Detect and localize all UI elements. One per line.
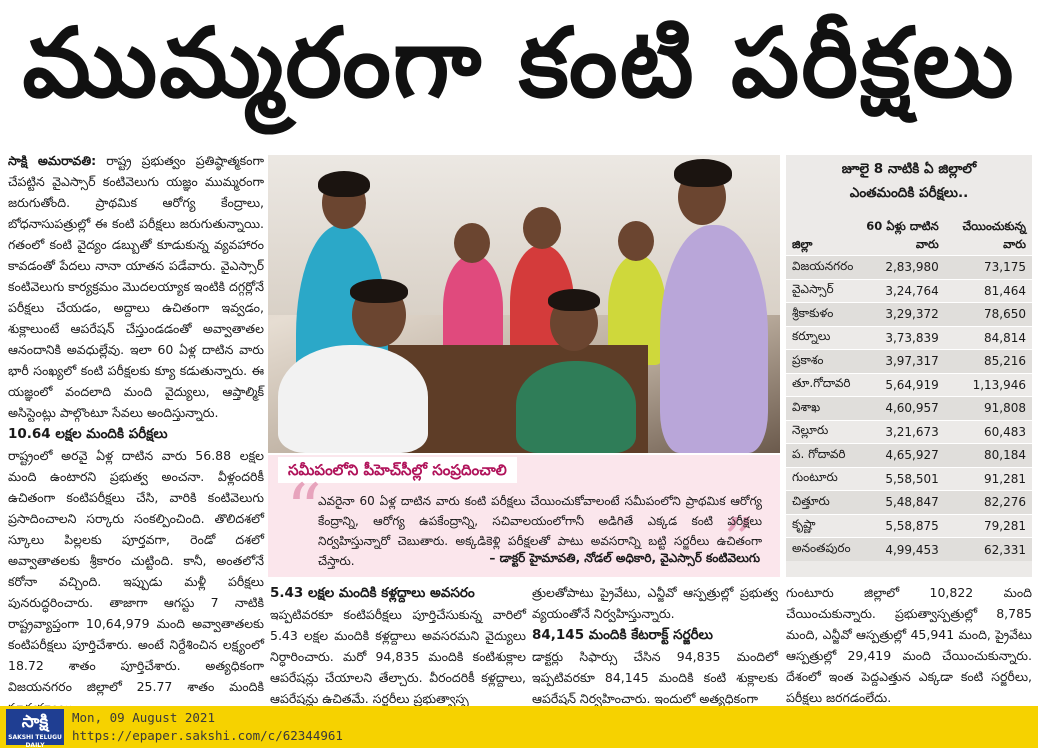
page-headline: ముమ్మరంగా కంటి పరీక్షలు	[22, 7, 1016, 119]
quote-mark-icon: ”	[723, 506, 754, 576]
above60-cell: 5,48,847	[859, 491, 944, 515]
article-column-right	[786, 582, 1032, 705]
quote-author: – డాక్టర్ హైమావతి, నోడల్ అధికారి, వైఎస్సార్ కంటివెలుగు	[489, 551, 760, 565]
table-row	[786, 514, 1032, 538]
examined-cell: 80,184	[945, 444, 1032, 468]
stats-title-line: జూలై 8 నాటికి ఏ జిల్లాలో	[841, 161, 977, 177]
column-header: జిల్లా	[792, 237, 813, 251]
article-column-mid2	[532, 582, 778, 706]
subheading: 84,145 మందికి కేటరాక్ట్ సర్జరీలు	[532, 627, 713, 643]
table-row	[786, 397, 1032, 421]
district-cell: కర్నూలు	[786, 326, 859, 350]
photo-figure	[523, 207, 561, 249]
table-row	[786, 420, 1032, 444]
photo-figure	[350, 279, 408, 303]
above60-cell: 4,99,453	[859, 538, 944, 562]
logo-subtitle: SAKSHI TELUGU DAILY	[8, 734, 62, 749]
photo-figure	[278, 345, 428, 453]
column-header: 60 ఏళ్లు దాటిన వారు	[866, 219, 939, 251]
table-row	[786, 467, 1032, 491]
table-row	[786, 373, 1032, 397]
photo-figure	[318, 171, 370, 197]
district-cell: తూ.గోదావరి	[786, 373, 859, 397]
district-stats-box	[786, 155, 1032, 577]
epaper-link[interactable]: https://epaper.sakshi.com/c/62344961	[72, 728, 343, 743]
examined-cell: 60,483	[945, 420, 1032, 444]
above60-cell: 3,24,764	[859, 279, 944, 303]
article-paragraph	[8, 150, 264, 423]
examined-cell: 73,175	[945, 256, 1032, 280]
article-column-mid	[270, 582, 526, 706]
photo-figure	[516, 361, 636, 453]
above60-cell: 3,97,317	[859, 350, 944, 374]
examined-cell: 91,808	[945, 397, 1032, 421]
stats-title	[786, 155, 1032, 205]
quote-box	[268, 455, 780, 577]
district-cell: నెల్లూరు	[786, 420, 859, 444]
examined-cell: 81,464	[945, 279, 1032, 303]
above60-cell: 5,58,501	[859, 467, 944, 491]
above60-cell: 2,83,980	[859, 256, 944, 280]
examined-cell: 91,281	[945, 467, 1032, 491]
above60-cell: 4,65,927	[859, 444, 944, 468]
article-text: రాష్ట్రంలో అరవై ఏళ్ల దాటిన వారు 56.88 లక్షల మంది ఉంటారని ప్రభుత్వ అంచనా. వీళ్లందరికీ ఉచితంగా కంటిపరీక్షలు చేసి, వారికి కంటివెలుగు ప్రసాదించాలని సర్కారు సంకల్పించింది. తొలిదశలో స్కూలు పిల్లలకు పూర్తవగా, రెండో దశలో అవ్వాతాతలకు శ్రీకారం చుట్టింది. కానీ, అంతలోనే కరోనా వచ్చింది. ఇప్పుడు మళ్లీ పరీక్షలు పునరుద్ధరించారు. తాజాగా ఆగస్టు 7 నాటికి రాష్ట్రవ్యాప్తంగా 10,64,979 మంది అవ్వాతాతలకు కంటిపరీక్షలు పూర్తిచేశారు. అంటే నిర్దేశించిన లక్ష్యంలో 18.72 శాతం పూర్తిచేశారు. అత్యధికంగా విజయనగరం జిల్లాలో 25.77 శాతం మందికి	[8, 448, 264, 694]
article-text: డాక్టర్లు సిఫార్సు చేసిన 94,835 మందిలో ఇప్పటివరకూ 84,145 మందికి కంటి శుక్లాలకు ఆపరేషన్ నిర్వహించారు. ఇందులో అత్యధికంగా	[532, 649, 778, 706]
subheading: 5.43 లక్షల మందికి కళ్లద్దాలు అవసరం	[270, 585, 475, 601]
photo-figure	[618, 221, 654, 261]
table-body	[786, 256, 1032, 562]
photo-figure	[674, 159, 732, 187]
district-cell: విజయనగరం	[786, 256, 859, 280]
photo-figure	[548, 289, 600, 311]
dateline: సాక్షి అమరావతి:	[8, 153, 97, 168]
article-text: రాష్ట్ర ప్రభుత్వం ప్రతిష్ఠాత్మకంగా చేపట్టిన వైఎస్సార్ కంటివెలుగు యజ్ఞం ముమ్మరంగా జరుగుతోంది. ప్రాథమిక ఆరోగ్య కేంద్రాలు, బోధనాసుపత్రుల్లో ఈ కంటి పరీక్షలు జరుగుతున్నాయి. గతంలో కంటి వైద్యం డబ్బుతో కూడుకున్న వ్యవహారం కావడంతో పేదలు నానా యాతన పడేవారు. వైఎస్సార్ కంటివెలుగు కార్యక్రమం మొదలయ్యాక ఇంటికి దగ్గర్లోనే పరీక్షలు చేయడం, అద్దాలు ఉచితంగా ఇవ్వడం, శుక్లాలుంటే ఆపరేషన్ చేస్తుండడంతో అవ్వాతాతల ఆనందానికి అవధుల్లేవు. ఇలా 60 ఏళ్ల దాటిన వారు భారీ సంఖ్యలో కంటి పరీక్షలకు క్యూ కడుతున్నారు. ఈ యజ్ఞంలో వందలాది మంది వైద్యులు, ఆప్తాల్మిక్ అసిస్టెంట్లు పాల్గొంటూ సేవలు అందిస్తున్నారు.	[8, 153, 264, 420]
examined-cell: 1,13,946	[945, 373, 1032, 397]
examined-cell: 62,331	[945, 538, 1032, 562]
sakshi-logo[interactable]	[6, 709, 64, 749]
table-row	[786, 303, 1032, 327]
above60-cell: 5,58,875	[859, 514, 944, 538]
above60-cell: 5,64,919	[859, 373, 944, 397]
district-cell: గుంటూరు	[786, 467, 859, 491]
table-row	[786, 538, 1032, 562]
table-header-row	[786, 215, 1032, 256]
examined-cell: 85,216	[945, 350, 1032, 374]
district-cell: అనంతపురం	[786, 538, 859, 562]
above60-cell: 4,60,957	[859, 397, 944, 421]
district-cell: చిత్తూరు	[786, 491, 859, 515]
district-cell: శ్రీకాకుళం	[786, 303, 859, 327]
examined-cell: 82,276	[945, 491, 1032, 515]
stats-title-line: ఎంతమందికి పరీక్షలు..	[849, 185, 969, 201]
table-row	[786, 350, 1032, 374]
district-cell: ప. గోదావరి	[786, 444, 859, 468]
news-photo	[268, 155, 780, 453]
quote-mark-icon: “	[286, 469, 322, 551]
photo-figure	[660, 225, 768, 453]
photo-figure	[454, 223, 490, 263]
examined-cell: 84,814	[945, 326, 1032, 350]
table-row	[786, 491, 1032, 515]
above60-cell: 3,29,372	[859, 303, 944, 327]
district-cell: విశాఖ	[786, 397, 859, 421]
quote-text: ఎవరైనా 60 ఏళ్ల దాటిన వారు కంటి పరీక్షలు చేయించుకోవాలంటే సమీపంలోని ప్రాథమిక ఆరోగ్య కేంద్రాన్ని, ఆరోగ్య ఉపకేంద్రాన్ని, సచివాలయంలోగానీ అడిగితే ఎక్కడ కంటి పరీక్షలు నిర్వహిస్తున్నారో చెబుతారు. అక్కడికెళ్లి పరీక్షలతో పాటు అవసరాన్ని బట్టి సర్జరీలు ఉచితంగా చేస్తారు.	[318, 494, 762, 568]
table-row	[786, 326, 1032, 350]
table-row	[786, 444, 1032, 468]
district-stats-table	[786, 215, 1032, 561]
examined-cell: 79,281	[945, 514, 1032, 538]
article-text: త్రులతోపాటు ప్రైవేటు, ఎన్జీవో ఆస్పత్రుల్లో ప్రభుత్వ వ్యయంతోనే నిర్వహిస్తున్నారు.	[532, 585, 778, 621]
footer-bar	[0, 706, 1038, 748]
edition-date: Mon, 09 August 2021	[72, 710, 215, 725]
district-cell: వైఎస్సార్	[786, 279, 859, 303]
examined-cell: 78,650	[945, 303, 1032, 327]
above60-cell: 3,21,673	[859, 420, 944, 444]
logo-text: సాక్షి	[21, 712, 49, 732]
district-cell: కృష్ణా	[786, 514, 859, 538]
table-row	[786, 279, 1032, 303]
quote-title: సమీపంలోని పీహెచ్‌సీల్లో సంప్రదించాలి	[278, 457, 517, 483]
article-text: గుంటూరు జిల్లాలో 10,822 మంది చేయించుకున్నారు. ప్రభుత్వాస్పత్రుల్లో 8,785 మంది, ఎన్జీవో ఆస్పత్రుల్లో 45,941 మంది, ప్రైవేటు ఆస్పత్రుల్లో 29,419 మంది చేయించుకున్నారు. దేశంలో ఇంత పెద్దఎత్తున ఎక్కడా కంటి సర్జరీలు, పరీక్షలు జరగడంలేదు.	[786, 585, 1032, 705]
above60-cell: 3,73,839	[859, 326, 944, 350]
subheading: 10.64 లక్షల మందికి పరీక్షలు	[8, 426, 168, 442]
article-column-left	[8, 150, 264, 698]
article-text: ఇప్పటివరకూ కంటిపరీక్షలు పూర్తిచేసుకున్న వారిలో 5.43 లక్షల మందికి కళ్లద్దాలు అవసరమని వైద్యులు నిర్ధారించారు. మరో 94,835 మందికి కంటిశుక్లాల ఆపరేషన్లు చేయాలని తేల్చారు. వీరందరికీ కళ్లద్దాలు, ఆపరేషన్లు ఉచితమే. సర్జరీలు ప్రభుత్వాస్ప	[270, 607, 526, 706]
column-header: చేయించుకున్న వారు	[962, 219, 1026, 251]
table-row	[786, 256, 1032, 280]
district-cell: ప్రకాశం	[786, 350, 859, 374]
